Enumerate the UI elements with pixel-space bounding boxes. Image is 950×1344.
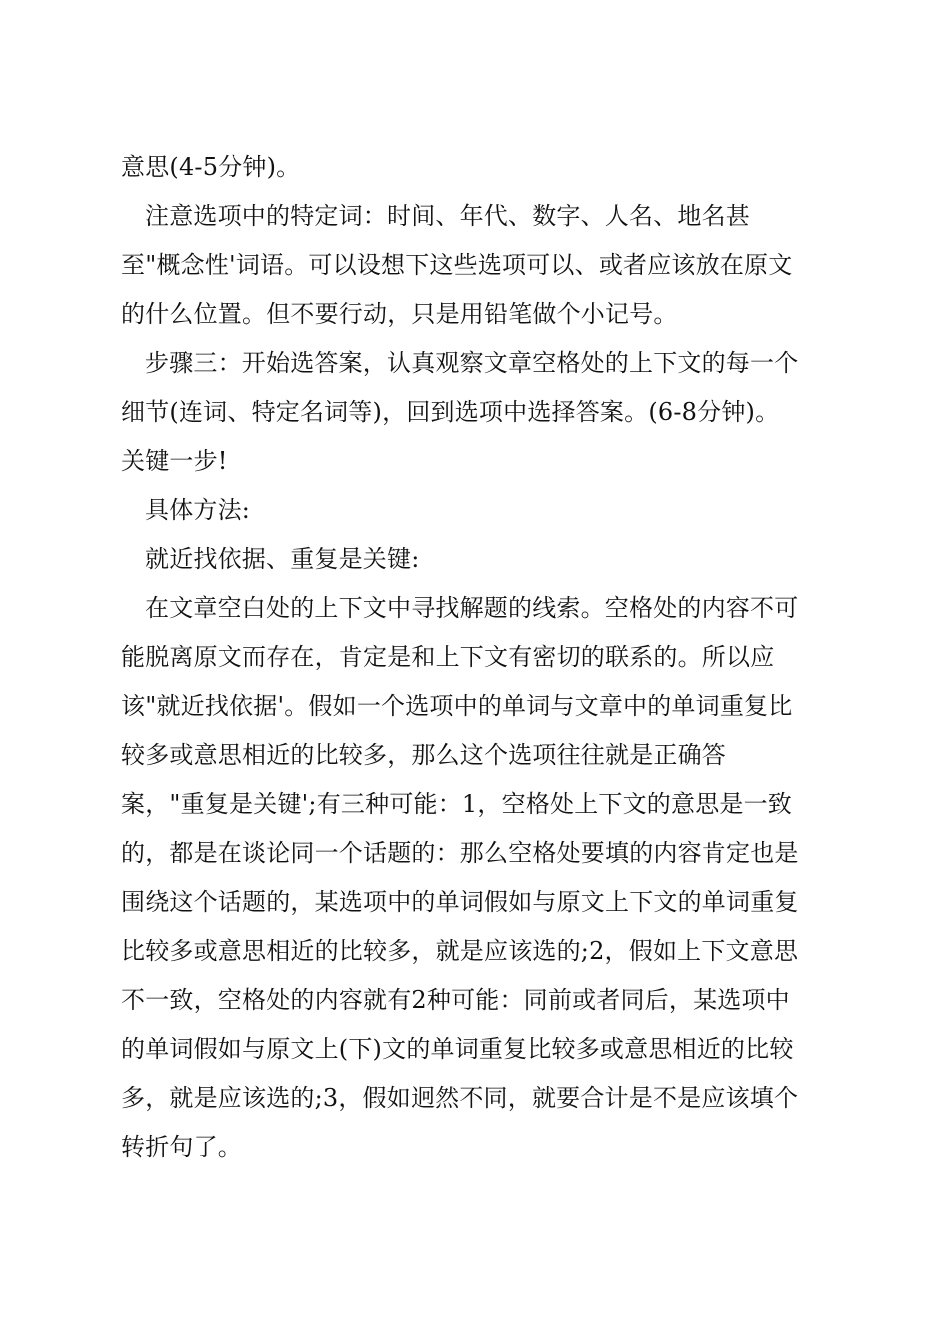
text-line: 转折句了。	[121, 1133, 242, 1161]
paragraph-start-line: 注意选项中的特定词：时间、年代、数字、人名、地名甚	[145, 202, 750, 230]
document-body	[121, 143, 836, 1172]
text-line: 该"就近找依据'。假如一个选项中的单词与文章中的单词重复比	[121, 692, 793, 720]
paragraph-start-line: 步骤三：开始选答案，认真观察文章空格处的上下文的每一个	[145, 349, 799, 377]
text-line: 细节(连词、特定名词等)，回到选项中选择答案。(6-8分钟)。	[121, 398, 780, 426]
paragraph-start-line: 在文章空白处的上下文中寻找解题的线索。空格处的内容不可	[145, 594, 799, 622]
text-line: 至"概念性'词语。可以设想下这些选项可以、或者应该放在原文	[121, 251, 793, 279]
text-line: 不一致，空格处的内容就有2种可能：同前或者同后，某选项中	[121, 986, 790, 1014]
paragraph-start-line: 具体方法:	[145, 496, 251, 524]
text-line: 意思(4-5分钟)。	[121, 153, 301, 181]
text-line: 的，都是在谈论同一个话题的：那么空格处要填的内容肯定也是	[121, 839, 799, 867]
paragraph-start-line: 就近找依据、重复是关键:	[145, 545, 420, 573]
text-line: 围绕这个话题的，某选项中的单词假如与原文上下文的单词重复	[121, 888, 799, 916]
text-line: 多，就是应该选的;3，假如迥然不同，就要合计是不是应该填个	[121, 1084, 799, 1112]
text-line: 案，"重复是关键';有三种可能：1，空格处上下文的意思是一致	[121, 790, 792, 818]
text-line: 关键一步!	[121, 447, 228, 475]
text-line: 比较多或意思相近的比较多，就是应该选的;2，假如上下文意思	[121, 937, 799, 965]
text-line: 的单词假如与原文上(下)文的单词重复比较多或意思相近的比较	[121, 1035, 794, 1063]
text-line: 能脱离原文而存在，肯定是和上下文有密切的联系的。所以应	[121, 643, 775, 671]
text-line: 的什么位置。但不要行动，只是用铅笔做个小记号。	[121, 300, 678, 328]
text-line: 较多或意思相近的比较多，那么这个选项往往就是正确答	[121, 741, 726, 769]
